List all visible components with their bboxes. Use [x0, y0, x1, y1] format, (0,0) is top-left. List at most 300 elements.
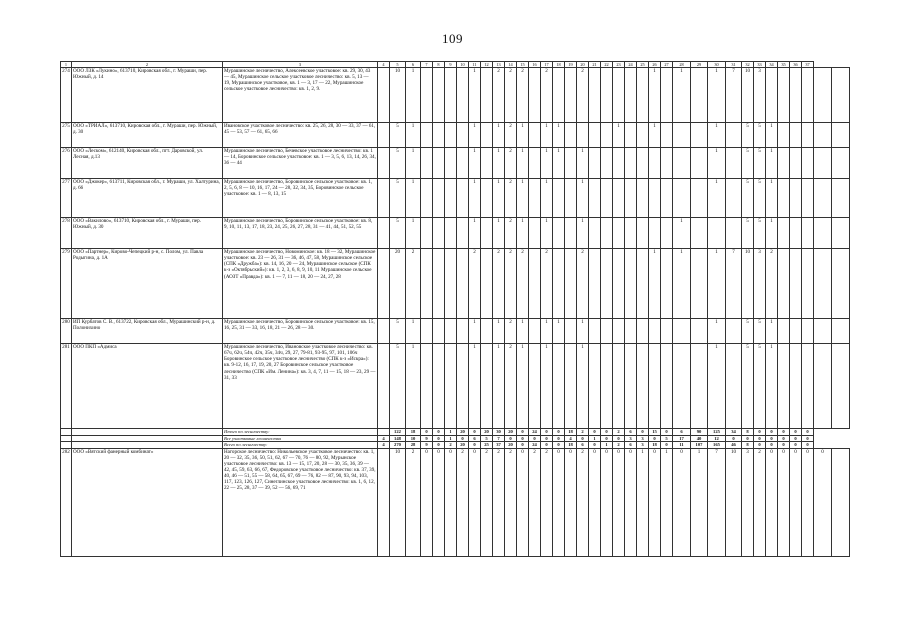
value-cell: 0 [814, 448, 832, 556]
value-cell [613, 319, 625, 344]
value-cell [661, 218, 673, 249]
value-cell: 5 [754, 179, 766, 218]
value-cell [814, 68, 832, 123]
value-cell: 1 [649, 68, 661, 123]
value-cell [589, 68, 601, 123]
value-cell [673, 148, 691, 179]
value-cell [433, 179, 445, 218]
value-cell: 5 [754, 148, 766, 179]
column-number: 26 [649, 62, 661, 68]
summary-value: 0 [754, 429, 766, 436]
value-cell: 2 [406, 448, 421, 556]
value-cell [766, 68, 778, 123]
value-cell [553, 249, 565, 319]
column-number: 12 [481, 62, 493, 68]
value-cell: 1 [517, 344, 529, 429]
value-cell: 10 [390, 448, 406, 556]
value-cell: 0 [625, 448, 637, 556]
value-cell: 1 [766, 123, 778, 148]
summary-value: 125 [708, 429, 726, 436]
value-cell [378, 218, 390, 249]
summary-value: 0 [517, 442, 529, 449]
value-cell [529, 319, 541, 344]
value-cell [565, 68, 577, 123]
summary-value: 15 [649, 429, 661, 436]
value-cell: 1 [493, 179, 505, 218]
value-cell: 1 [469, 344, 481, 429]
value-cell [553, 68, 565, 123]
organization-cell: ООО «Джокер», 613711, Кировская обл., г. Мураши, ул. Халтурина, д. 66 [72, 179, 223, 218]
value-cell [378, 448, 390, 556]
summary-value: 0 [778, 442, 790, 449]
value-cell [433, 123, 445, 148]
value-cell [661, 68, 673, 123]
summary-value: 0 [742, 435, 754, 442]
column-number: 2 [72, 62, 223, 68]
value-cell [637, 218, 649, 249]
value-cell [378, 344, 390, 429]
column-number: 31 [726, 62, 742, 68]
column-number: 8 [433, 62, 445, 68]
value-cell [481, 344, 493, 429]
table-row [61, 123, 850, 148]
value-cell [421, 148, 433, 179]
organization-cell: ООО «Вакилово», 613710, Кировская обл., г. Мураши, пер. Южный, д. 30 [72, 218, 223, 249]
value-cell [421, 218, 433, 249]
value-cell [726, 319, 742, 344]
value-cell [802, 319, 814, 344]
value-cell [613, 68, 625, 123]
summary-value: 34 [726, 429, 742, 436]
value-cell [802, 68, 814, 123]
value-cell: 2 [481, 448, 493, 556]
value-cell [433, 148, 445, 179]
value-cell [565, 123, 577, 148]
column-number: 14 [505, 62, 517, 68]
value-cell [778, 123, 790, 148]
value-cell [637, 123, 649, 148]
value-cell [778, 249, 790, 319]
summary-value: 12 [708, 435, 726, 442]
value-cell [457, 319, 469, 344]
value-cell: 2 [505, 68, 517, 123]
value-cell: 1 [541, 344, 553, 429]
value-cell [445, 319, 457, 344]
value-cell [378, 123, 390, 148]
value-cell [433, 319, 445, 344]
column-number: 32 [742, 62, 754, 68]
summary-value: 18 [649, 442, 661, 449]
value-cell: 3 [754, 249, 766, 319]
value-cell: 0 [601, 448, 613, 556]
value-cell [601, 319, 613, 344]
column-number: 3 [223, 62, 378, 68]
value-cell [625, 344, 637, 429]
summary-value: 0 [589, 429, 601, 436]
value-cell: 0 [553, 448, 565, 556]
value-cell [529, 344, 541, 429]
value-cell: 0 [613, 448, 625, 556]
value-cell [457, 179, 469, 218]
value-cell [661, 179, 673, 218]
value-cell [691, 218, 708, 249]
value-cell: 0 [802, 448, 814, 556]
location-cell: Мурашинское лесничество, Новоминское: кв. 18 — 32, Мурашинское участковое: кв. 23 — 26, 31 — 36, 46, 47, 58, Мурашинское сельское (СПК «Дружба»): кв. 14, 16, 20 — 24, Мурашинское сельское (СПК к-з «Октябрьский»): кв. 1, 2, 3, 6, 8, 9, 10, 11 Мурашинское сельское (АОЗТ «Правда»): кв. 1 — 7, 11 — 18, 20 — 24, 27, 28 [223, 249, 378, 319]
value-cell: 1 [541, 123, 553, 148]
value-cell [790, 344, 802, 429]
column-number: 7 [421, 62, 433, 68]
value-cell: 2 [577, 448, 589, 556]
summary-value: 0 [517, 435, 529, 442]
column-number: 4 [378, 62, 390, 68]
value-cell [661, 123, 673, 148]
organization-cell: ООО «Леском», 612140, Кировская обл., пгт. Даровской, ул. Лесная, д.13 [72, 148, 223, 179]
summary-value: 0 [766, 442, 778, 449]
value-cell: 1 [577, 218, 589, 249]
table-row [61, 68, 850, 123]
value-cell: 2 [517, 68, 529, 123]
value-cell [778, 68, 790, 123]
value-cell [421, 344, 433, 429]
value-cell [589, 148, 601, 179]
value-cell [565, 319, 577, 344]
value-cell: 1 [766, 218, 778, 249]
column-number: 10 [457, 62, 469, 68]
column-number: 5 [390, 62, 406, 68]
summary-value: 3 [637, 435, 649, 442]
value-cell: 1 [493, 148, 505, 179]
value-cell: 10 [726, 448, 742, 556]
summary-value: 6 [577, 442, 589, 449]
column-number: 28 [673, 62, 691, 68]
value-cell: 2 [457, 448, 469, 556]
summary-value: 0 [726, 435, 742, 442]
summary-value: 9 [421, 442, 433, 449]
value-cell [601, 148, 613, 179]
column-number: 29 [691, 62, 708, 68]
value-cell: 1 [517, 148, 529, 179]
value-cell: 5 [390, 319, 406, 344]
value-cell [790, 148, 802, 179]
value-cell [457, 218, 469, 249]
summary-value: 1 [445, 429, 457, 436]
organization-cell: ООО «Вятский фанерный комбинат» [72, 448, 223, 556]
summary-value: 25 [481, 442, 493, 449]
value-cell: 0 [517, 448, 529, 556]
summary-value: 0 [433, 435, 445, 442]
page-number: 109 [442, 31, 463, 46]
value-cell: 1 [406, 148, 421, 179]
value-cell [433, 249, 445, 319]
summary-label: Всего по лесничеству: [223, 442, 378, 449]
value-cell: 10 [390, 68, 406, 123]
column-number: 34 [766, 62, 778, 68]
value-cell [625, 123, 637, 148]
summary-value: 1 [589, 435, 601, 442]
summary-value: 0 [802, 429, 814, 436]
location-cell: Мурашинское лесничество, Боровинское сельское участковое: кв. 8, 9, 10, 11, 13, 17, 18, 23, 24, 25, 26, 27, 28, 31 — 41, 44, 51, 52, 55 [223, 218, 378, 249]
value-cell [613, 249, 625, 319]
value-cell [814, 249, 832, 319]
summary-value: 0 [529, 435, 541, 442]
value-cell [649, 179, 661, 218]
value-cell [625, 68, 637, 123]
value-cell [832, 344, 850, 429]
summary-value: 5 [481, 435, 493, 442]
value-cell [601, 123, 613, 148]
value-cell [790, 123, 802, 148]
value-cell [445, 249, 457, 319]
summary-value: 2 [445, 442, 457, 449]
value-cell: 0 [565, 448, 577, 556]
value-cell [832, 123, 850, 148]
value-cell [457, 123, 469, 148]
value-cell [481, 68, 493, 123]
value-cell: 1 [577, 179, 589, 218]
column-number: 21 [589, 62, 601, 68]
value-cell: 1 [613, 123, 625, 148]
value-cell: 1 [577, 148, 589, 179]
value-cell [421, 319, 433, 344]
value-cell: 2 [505, 148, 517, 179]
value-cell [577, 123, 589, 148]
column-number: 24 [625, 62, 637, 68]
value-cell: 1 [541, 218, 553, 249]
value-cell: 2 [505, 123, 517, 148]
value-cell [691, 179, 708, 218]
value-cell [778, 344, 790, 429]
summary-value: 20 [505, 442, 517, 449]
value-cell: 1 [469, 179, 481, 218]
value-cell: 1 [673, 68, 691, 123]
summary-value: 0 [553, 435, 565, 442]
value-cell: 20 [390, 249, 406, 319]
value-cell [637, 319, 649, 344]
summary-value: 0 [433, 429, 445, 436]
value-cell [637, 344, 649, 429]
value-cell: 1 [708, 123, 726, 148]
value-cell: 2 [577, 249, 589, 319]
value-cell: 0 [433, 448, 445, 556]
location-cell: Ивановское участковое лесничество: кв. 25, 26, 28, 30 — 33, 37 — 61, 45 — 53, 57 — 61, 65, 66 [223, 123, 378, 148]
column-number: 6 [406, 62, 421, 68]
location-cell: Мурашинское лесничество, Ивановское участковое лесничество: кв. 67ч, 62ч, 54ч, 42ч, 35ч, 34ч, 29, 27, 79-81, 93-95, 97, 101, 106ч Боровинское сельское участковое лесничество (СПК к-з «Искра»): кв. 9-12, 16, 17, 19, 20, 27 Боровинское сельское участковое лесничество (СПК «Им. Ленина»): кв. 3, 4, 7, 11 — 15, 18 — 23, 29 — 31, 33 [223, 344, 378, 429]
value-cell [378, 179, 390, 218]
value-cell: 1 [673, 218, 691, 249]
row-number: 282 [61, 448, 72, 556]
summary-value: 0 [469, 442, 481, 449]
table-row [61, 319, 850, 344]
value-cell [625, 319, 637, 344]
value-cell: 5 [390, 148, 406, 179]
value-cell: 1 [469, 218, 481, 249]
row-number: 275 [61, 123, 72, 148]
value-cell [637, 249, 649, 319]
value-cell [708, 218, 726, 249]
value-cell: 2 [766, 249, 778, 319]
value-cell [457, 249, 469, 319]
value-cell [378, 319, 390, 344]
value-cell: 1 [766, 344, 778, 429]
summary-value: 17 [673, 435, 691, 442]
value-cell [790, 179, 802, 218]
value-cell: 1 [517, 179, 529, 218]
value-cell [778, 148, 790, 179]
value-cell: 2 [505, 218, 517, 249]
value-cell [637, 179, 649, 218]
value-cell [649, 344, 661, 429]
summary-value: 0 [505, 435, 517, 442]
value-cell [613, 344, 625, 429]
value-cell: 0 [778, 448, 790, 556]
value-cell [553, 179, 565, 218]
value-cell [814, 218, 832, 249]
summary-value: 0 [766, 435, 778, 442]
value-cell [565, 179, 577, 218]
value-cell: 5 [754, 319, 766, 344]
summary-value: 0 [517, 429, 529, 436]
value-cell [691, 148, 708, 179]
summary-value: 10 [406, 435, 421, 442]
location-cell: Мурашинское лесничество, Бечевское участковое лесничество: кв. 1 — 14, Боровинское сельское участковое: кв. 1 — 3, 5, 6, 13, 14, 26, 34, 36 — 44 [223, 148, 378, 179]
value-cell [421, 68, 433, 123]
summary-value: 165 [708, 442, 726, 449]
value-cell [481, 148, 493, 179]
value-cell [481, 218, 493, 249]
value-cell: 1 [541, 148, 553, 179]
value-cell [625, 148, 637, 179]
value-cell: 5 [742, 319, 754, 344]
row-number: 277 [61, 179, 72, 218]
value-cell [637, 68, 649, 123]
value-cell: 1 [708, 249, 726, 319]
value-cell [565, 344, 577, 429]
value-cell: 2 [541, 68, 553, 123]
value-cell: 5 [390, 123, 406, 148]
summary-value: 46 [726, 442, 742, 449]
value-cell [625, 218, 637, 249]
value-cell [421, 123, 433, 148]
value-cell [529, 249, 541, 319]
column-number: 17 [541, 62, 553, 68]
value-cell [565, 249, 577, 319]
value-cell: 1 [673, 249, 691, 319]
value-cell: 1 [553, 319, 565, 344]
value-cell: 2 [406, 249, 421, 319]
value-cell [661, 249, 673, 319]
value-cell: 1 [517, 319, 529, 344]
value-cell [601, 344, 613, 429]
value-cell: 1 [469, 68, 481, 123]
value-cell: 0 [421, 448, 433, 556]
value-cell: 1 [577, 344, 589, 429]
value-cell [481, 319, 493, 344]
summary-value: 0 [541, 429, 553, 436]
value-cell: 2 [517, 249, 529, 319]
summary-value: 0 [577, 435, 589, 442]
value-cell [661, 148, 673, 179]
column-number: 15 [517, 62, 529, 68]
value-cell [445, 218, 457, 249]
value-cell [778, 218, 790, 249]
value-cell [529, 68, 541, 123]
value-cell [726, 123, 742, 148]
summary-value: 28 [406, 442, 421, 449]
summary-value: 20 [481, 429, 493, 436]
value-cell [601, 249, 613, 319]
value-cell [529, 218, 541, 249]
column-number: 18 [553, 62, 565, 68]
value-cell: 2 [505, 179, 517, 218]
value-cell [601, 179, 613, 218]
value-cell [378, 249, 390, 319]
value-cell: 2 [541, 249, 553, 319]
summary-label: Все участковые лесничества [223, 435, 378, 442]
summary-value: 4 [378, 435, 390, 442]
summary-value: 11 [673, 442, 691, 449]
value-cell: 1 [541, 319, 553, 344]
value-cell: 2 [577, 68, 589, 123]
table-row [61, 148, 850, 179]
summary-value: 1 [601, 442, 613, 449]
value-cell [421, 179, 433, 218]
value-cell: 0 [790, 448, 802, 556]
summary-value: 0 [541, 442, 553, 449]
value-cell [613, 148, 625, 179]
summary-value: 18 [565, 429, 577, 436]
column-number: 19 [565, 62, 577, 68]
value-cell: 2 [505, 448, 517, 556]
row-number: 276 [61, 148, 72, 179]
organization-cell: ООО ПКП «Адмиса [72, 344, 223, 429]
value-cell [433, 344, 445, 429]
value-cell [457, 68, 469, 123]
value-cell [790, 319, 802, 344]
forestry-table [60, 61, 850, 557]
value-cell: 0 [469, 448, 481, 556]
value-cell: 1 [493, 218, 505, 249]
value-cell [726, 179, 742, 218]
value-cell: 2 [493, 448, 505, 556]
summary-value: 9 [421, 435, 433, 442]
value-cell [625, 249, 637, 319]
value-cell: 5 [742, 179, 754, 218]
value-cell: 2 [505, 319, 517, 344]
value-cell [529, 179, 541, 218]
summary-value: 30 [493, 429, 505, 436]
value-cell: 0 [589, 448, 601, 556]
summary-value: 6 [625, 442, 637, 449]
value-cell: 1 [406, 319, 421, 344]
value-cell [673, 344, 691, 429]
value-cell: 2 [493, 68, 505, 123]
value-cell [726, 148, 742, 179]
summary-value: 3 [625, 435, 637, 442]
value-cell [832, 249, 850, 319]
value-cell [481, 249, 493, 319]
value-cell: 7 [726, 68, 742, 123]
value-cell [802, 148, 814, 179]
summary-value: 90 [691, 429, 708, 436]
value-cell: 1 [493, 319, 505, 344]
value-cell [649, 319, 661, 344]
summary-value: 0 [553, 429, 565, 436]
value-cell [481, 179, 493, 218]
value-cell [445, 344, 457, 429]
summary-value: 0 [778, 429, 790, 436]
summary-value: 0 [661, 442, 673, 449]
value-cell: 1 [766, 319, 778, 344]
